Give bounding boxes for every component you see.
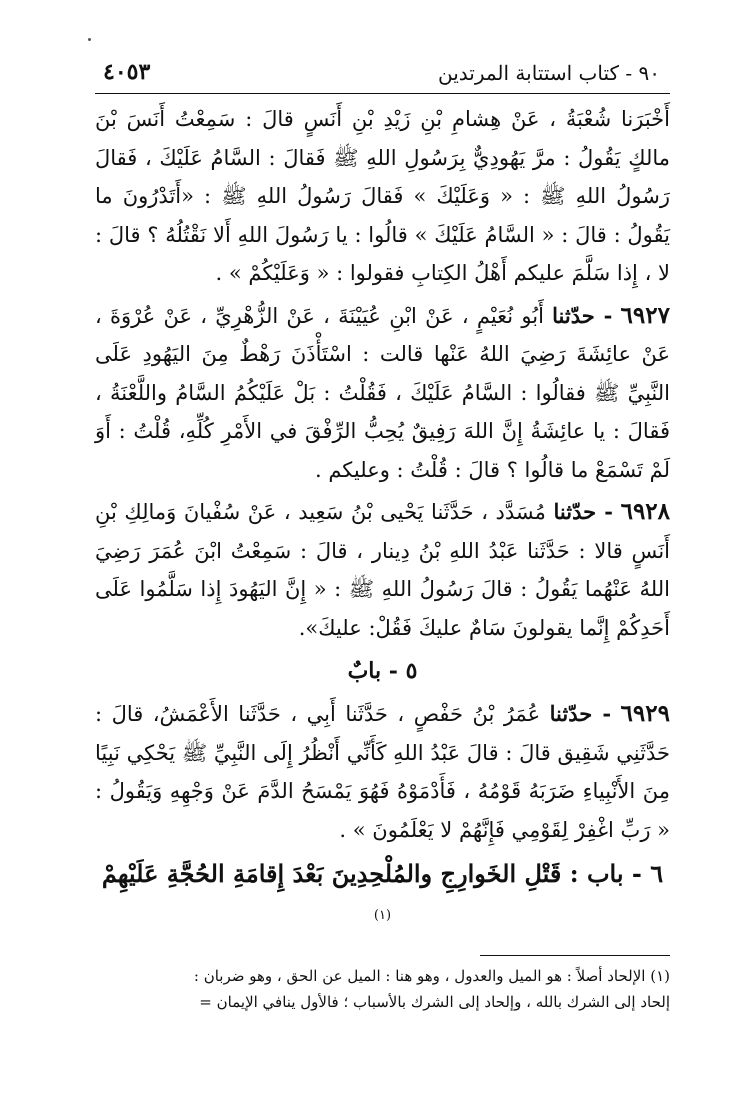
chapter-heading-5: ٥ - بابٌ: [347, 658, 418, 684]
hadith-number: ٦٩٢٩: [620, 700, 670, 727]
footnotes: [95, 963, 670, 1015]
hadith-opening: - حدّثنا: [549, 701, 612, 726]
hadith-text: عُمَرُ بْنُ حَفْصٍ ، حَدَّثَنا أَبِي ، حَدَّثَنا الأَعْمَشُ، قالَ : حَدَّثَنِي شَقِيق قالَ : قالَ عَبْدُ اللهِ كَأَنِّي أَنْظُرُ إِلَى النَّبِيِّ ﷺ يَحْكِي نَبِيًا مِنَ الأَنْبِياءِ ضَرَبَهُ قَوْمُهُ ، فَأَدْمَوْهُ فَهُوَ يَمْسَحُ الدَّمَ عَنْ وَجْهِهِ وَيَقُولُ : « رَبِّ اغْفِرْ لِقَوْمِي فَإِنَّهُمْ لا يَعْلَمُونَ » .: [95, 702, 670, 842]
hadith-number: ٦٩٢٧: [620, 301, 670, 329]
page-header: [95, 55, 670, 93]
hadith-text: أَبُو نُعَيْمٍ ، عَنْ ابْنِ عُيَيْنَةَ ، عَنْ الزُّهْرِيِّ ، عَنْ عُرْوَةَ ، عَنْ عائِشَةَ رَضِيَ اللهُ عَنْها قالت : اسْتَأْذَنَ رَهْطٌ مِنَ اليَهُودِ عَلَى النَّبِيِّ ﷺ فقالُوا : السَّامُ عَلَيْكَ ، فَقُلْتُ : بَلْ عَلَيْكُمُ السَّامُ واللَّعْنَةُ ، فَقالَ : يا عائِشَةُ إِنَّ اللهَ رَفِيقٌ يُحِبُّ الرِّفْقَ في الأَمْرِ كُلِّهِ، قُلْتُ : أَوَ لَمْ تَسْمَعْ ما قالُوا ؟ قالَ : قُلْتُ : وعليكم .: [95, 303, 670, 482]
page-speck: [88, 38, 91, 41]
running-title: ٩٠ - كتاب استتابة المرتدين: [437, 61, 660, 85]
hadith-opening: - حدّثنا: [553, 499, 614, 524]
footnote-line: (١) الإلحاد أصلاً : هو الميل والعدول ، وهو هنا : الميل عن الحق ، وهو ضربان :: [193, 967, 670, 985]
footnote-rule: [480, 955, 670, 956]
chapter-heading-6: [95, 853, 670, 941]
hadith-6928: [95, 493, 670, 647]
chapter-title: ٦ - باب : قَتْلِ الخَوارِجِ والمُلْحِدِينَ بَعْدَ إِقامَةِ الحُجَّةِ عَلَيْهِمْ: [101, 859, 664, 888]
continued-hadith: أَخْبَرَنا شُعْبَةُ ، عَنْ هِشامِ بْنِ زَيْدِ بْنِ أَنَسٍ قالَ : سَمِعْتُ أَنَسَ بْنَ مالكٍ يَقُولُ : مرَّ يَهُودِيٌّ بِرَسُولِ اللهِ ﷺ فَقالَ : السَّامُ عَلَيْكَ ، فَقالَ رَسُولُ اللهِ ﷺ : « وَعَلَيْكَ » فَقالَ رَسُولُ اللهِ ﷺ : «أَتَدْرُونَ ما يَقُولُ : قالَ : « السَّامُ عَلَيْكَ » قالُوا : يا رَسُولَ اللهِ أَلا نَقْتُلُهُ ؟ قالَ : لا ، إِذا سَلَّمَ عليكم أَهْلُ الكِتابِ فقولوا : « وَعَلَيْكُمْ » .: [95, 107, 670, 285]
footnote-line: إلحاد إلى الشرك بالله ، وإلحاد إلى الشرك بالأسباب ؛ فالأول ينافي الإيمان =: [199, 993, 670, 1011]
hadith-6929: [95, 695, 670, 849]
hadith-6927: [95, 297, 670, 490]
header-rule: [95, 93, 670, 94]
hadith-text: مُسَدَّد ، حَدَّثَنا يَحْيى بْنُ سَعِيد ، عَنْ سُفْيانَ وَمالِكِ بْنِ أَنَسٍ قالا : حَدَّثَنا عَبْدُ اللهِ بْنُ دِينار ، قالَ : سَمِعْتُ ابْنَ عُمَرَ رَضِيَ اللهُ عَنْهُما يَقُولُ : قالَ رَسُولُ اللهِ ﷺ : « إِنَّ اليَهُودَ إِذا سَلَّمُوا عَلَى أَحَدِكُمْ إِنَّما يقولونَ سَامٌ عليكَ فَقُلْ: عليكَ».: [95, 500, 670, 640]
book-page: [95, 55, 670, 1035]
hadith-number: ٦٩٢٨: [620, 498, 671, 525]
page-number: ٤٠٥٣: [103, 59, 151, 85]
main-text: [95, 100, 670, 941]
footnote-marker: (١): [373, 908, 392, 923]
hadith-opening: - حدّثنا: [552, 302, 613, 328]
